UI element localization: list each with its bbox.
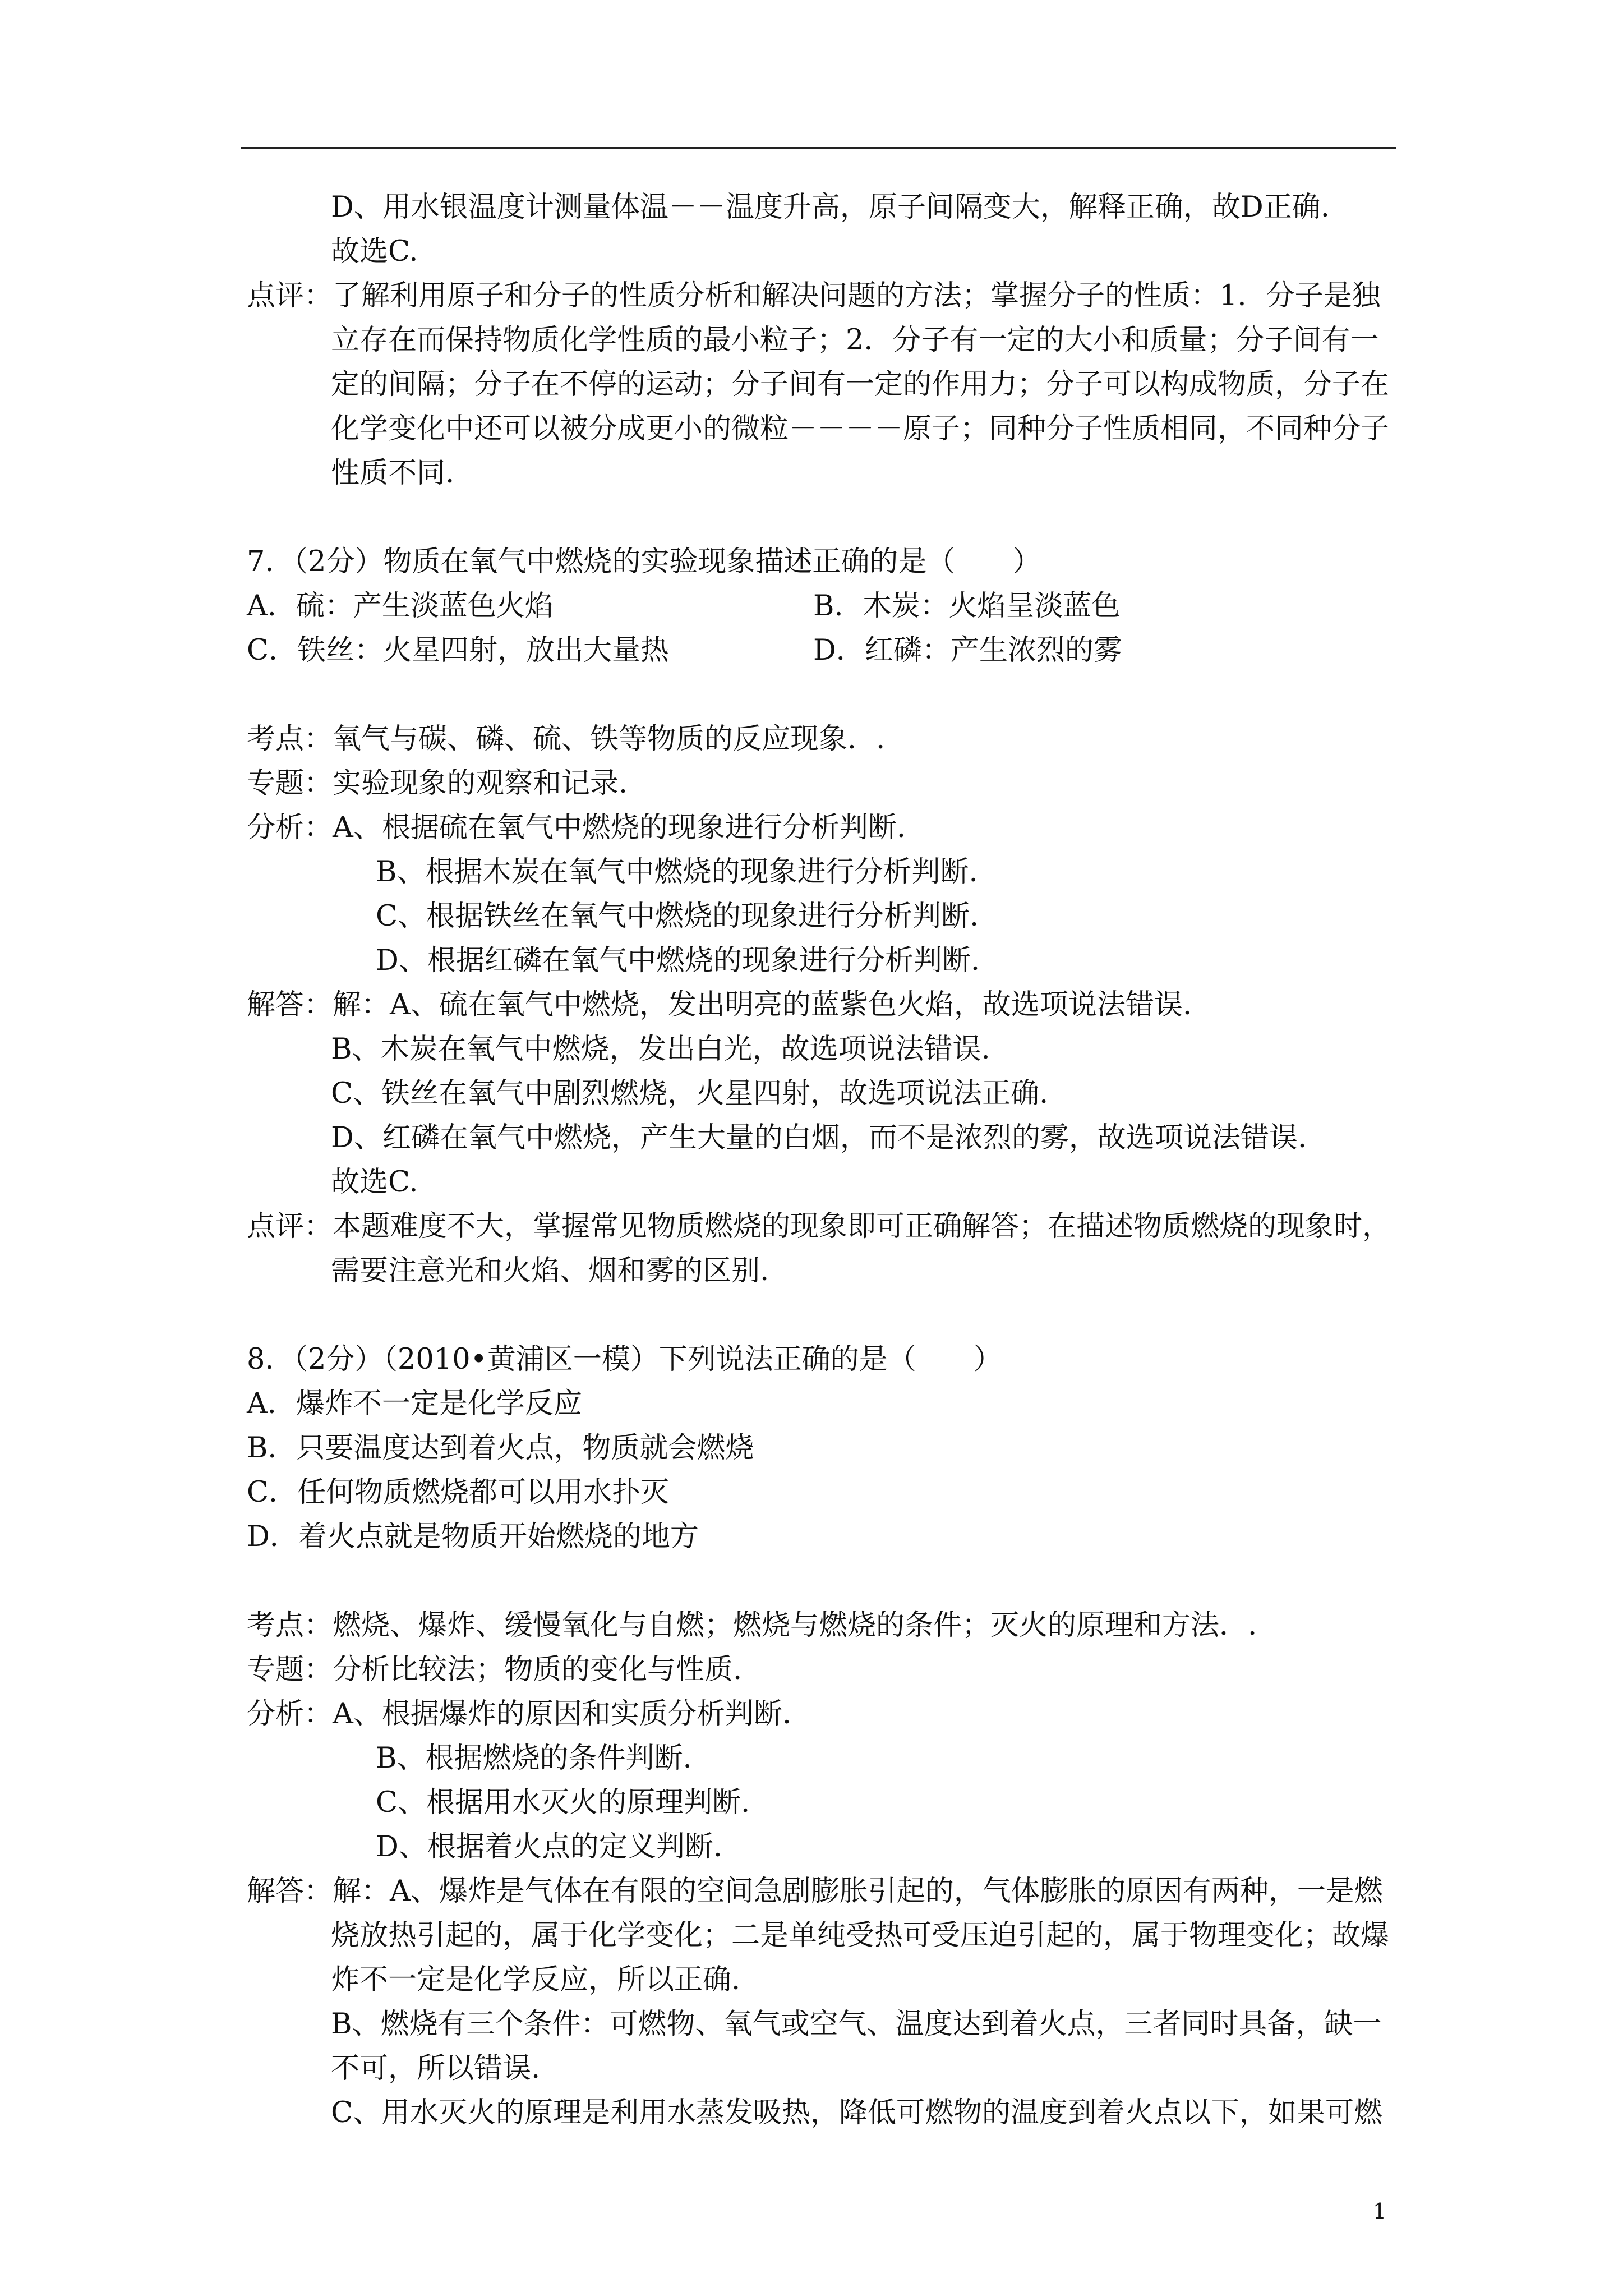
- document-body: [247, 185, 1402, 2135]
- q7-option-a: A．硫：产生淡蓝色火焰: [247, 590, 554, 623]
- prev-d-line: D、用水银温度计测量体温－－温度升高，原子间隔变大，解释正确，故D正确.: [331, 191, 1330, 224]
- q8-zhuanti: 专题：分析比较法；物质的变化与性质.: [247, 1653, 743, 1686]
- q7-fenxi-c: C、根据铁丝在氧气中燃烧的现象进行分析判断.: [376, 900, 979, 933]
- q8-option-b: B．只要温度达到着火点，物质就会燃烧: [247, 1432, 754, 1465]
- q8-stem: 8．（2分）（2010•黄浦区一模）下列说法正确的是（ ）: [247, 1343, 1002, 1376]
- q7-jieda-head: 解答：解：A、硫在氧气中燃烧，发出明亮的蓝紫色火焰，故选项说法错误.: [247, 988, 1192, 1022]
- q8-kaodian: 考点：燃烧、爆炸、缓慢氧化与自燃；燃烧与燃烧的条件；灭火的原理和方法．.: [247, 1609, 1257, 1642]
- q7-option-b: B．木炭：火焰呈淡蓝色: [813, 590, 1121, 623]
- q8-jieda-a: 解答：解：A、爆炸是气体在有限的空间急剧膨胀引起的，气体膨胀的原因有两种，一是燃烧放热引起的，属于化学变化；二是单纯受热可受压迫引起的，属于物理变化；故爆炸不一定是化学反应，所以正确.: [247, 1875, 1390, 1996]
- q8-option-d: D．着火点就是物质开始燃烧的地方: [247, 1520, 699, 1553]
- q8-fenxi-d: D、根据着火点的定义判断.: [376, 1830, 723, 1864]
- q7-stem: 7．（2分）物质在氧气中燃烧的实验现象描述正确的是（ ）: [247, 545, 1041, 578]
- q7-options-row-1: [247, 584, 1402, 628]
- q7-fenxi-head: 分析：A、根据硫在氧气中燃烧的现象进行分析判断.: [247, 811, 906, 844]
- q8-jieda-c: C、用水灭火的原理是利用水蒸发吸热，降低可燃物的温度到着火点以下，如果可燃: [331, 2096, 1383, 2129]
- q7-option-c: C．铁丝：火星四射，放出大量热: [247, 634, 670, 667]
- q8-jieda-b: B、燃烧有三个条件：可燃物、氧气或空气、温度达到着火点，三者同时具备，缺一不可，所以错误.: [331, 2008, 1382, 2085]
- q7-choice: 故选C.: [331, 1166, 418, 1199]
- prev-choice: 故选C.: [331, 235, 418, 268]
- q8-option-c: C．任何物质燃烧都可以用水扑灭: [247, 1476, 670, 1509]
- q8-fenxi-c: C、根据用水灭火的原理判断.: [376, 1786, 750, 1819]
- q7-fenxi-d: D、根据红磷在氧气中燃烧的现象进行分析判断.: [376, 944, 980, 977]
- q7-fenxi-b: B、根据木炭在氧气中燃烧的现象进行分析判断.: [376, 855, 978, 889]
- q7-zhuanti: 专题：实验现象的观察和记录.: [247, 767, 628, 800]
- page-number: 1: [1373, 2199, 1387, 2224]
- q7-jieda-b: B、木炭在氧气中燃烧，发出白光，故选项说法错误.: [331, 1033, 990, 1066]
- q7-jieda-c: C、铁丝在氧气中剧烈燃烧，火星四射，故选项说法正确.: [331, 1077, 1049, 1110]
- prev-comment: 点评：了解利用原子和分子的性质分析和解决问题的方法；掌握分子的性质：1．分子是独立存在而保持物质化学性质的最小粒子；2．分子有一定的大小和质量；分子间有一定的间隔；分子在不停的运动；分子间有一定的作用力；分子可以构成物质，分子在化学变化中还可以被分成更小的微粒－－－－原子；同种分子性质相同，不同种分子性质不同.: [247, 279, 1390, 490]
- q8-option-a: A．爆炸不一定是化学反应: [247, 1387, 582, 1420]
- q7-options-row-2: [247, 628, 1402, 673]
- q7-comment: 点评：本题难度不大，掌握常见物质燃烧的现象即可正确解答；在描述物质燃烧的现象时，需要注意光和火焰、烟和雾的区别.: [247, 1210, 1391, 1287]
- q8-fenxi-b: B、根据燃烧的条件判断.: [376, 1742, 692, 1775]
- header-rule: [241, 147, 1396, 149]
- q7-jieda-d: D、红磷在氧气中燃烧，产生大量的白烟，而不是浓烈的雾，故选项说法错误.: [331, 1121, 1307, 1154]
- q7-option-d: D．红磷：产生浓烈的雾: [813, 634, 1122, 667]
- q7-kaodian: 考点：氧气与碳、磷、硫、铁等物质的反应现象．.: [247, 723, 886, 756]
- q8-fenxi-head: 分析：A、根据爆炸的原因和实质分析判断.: [247, 1697, 792, 1731]
